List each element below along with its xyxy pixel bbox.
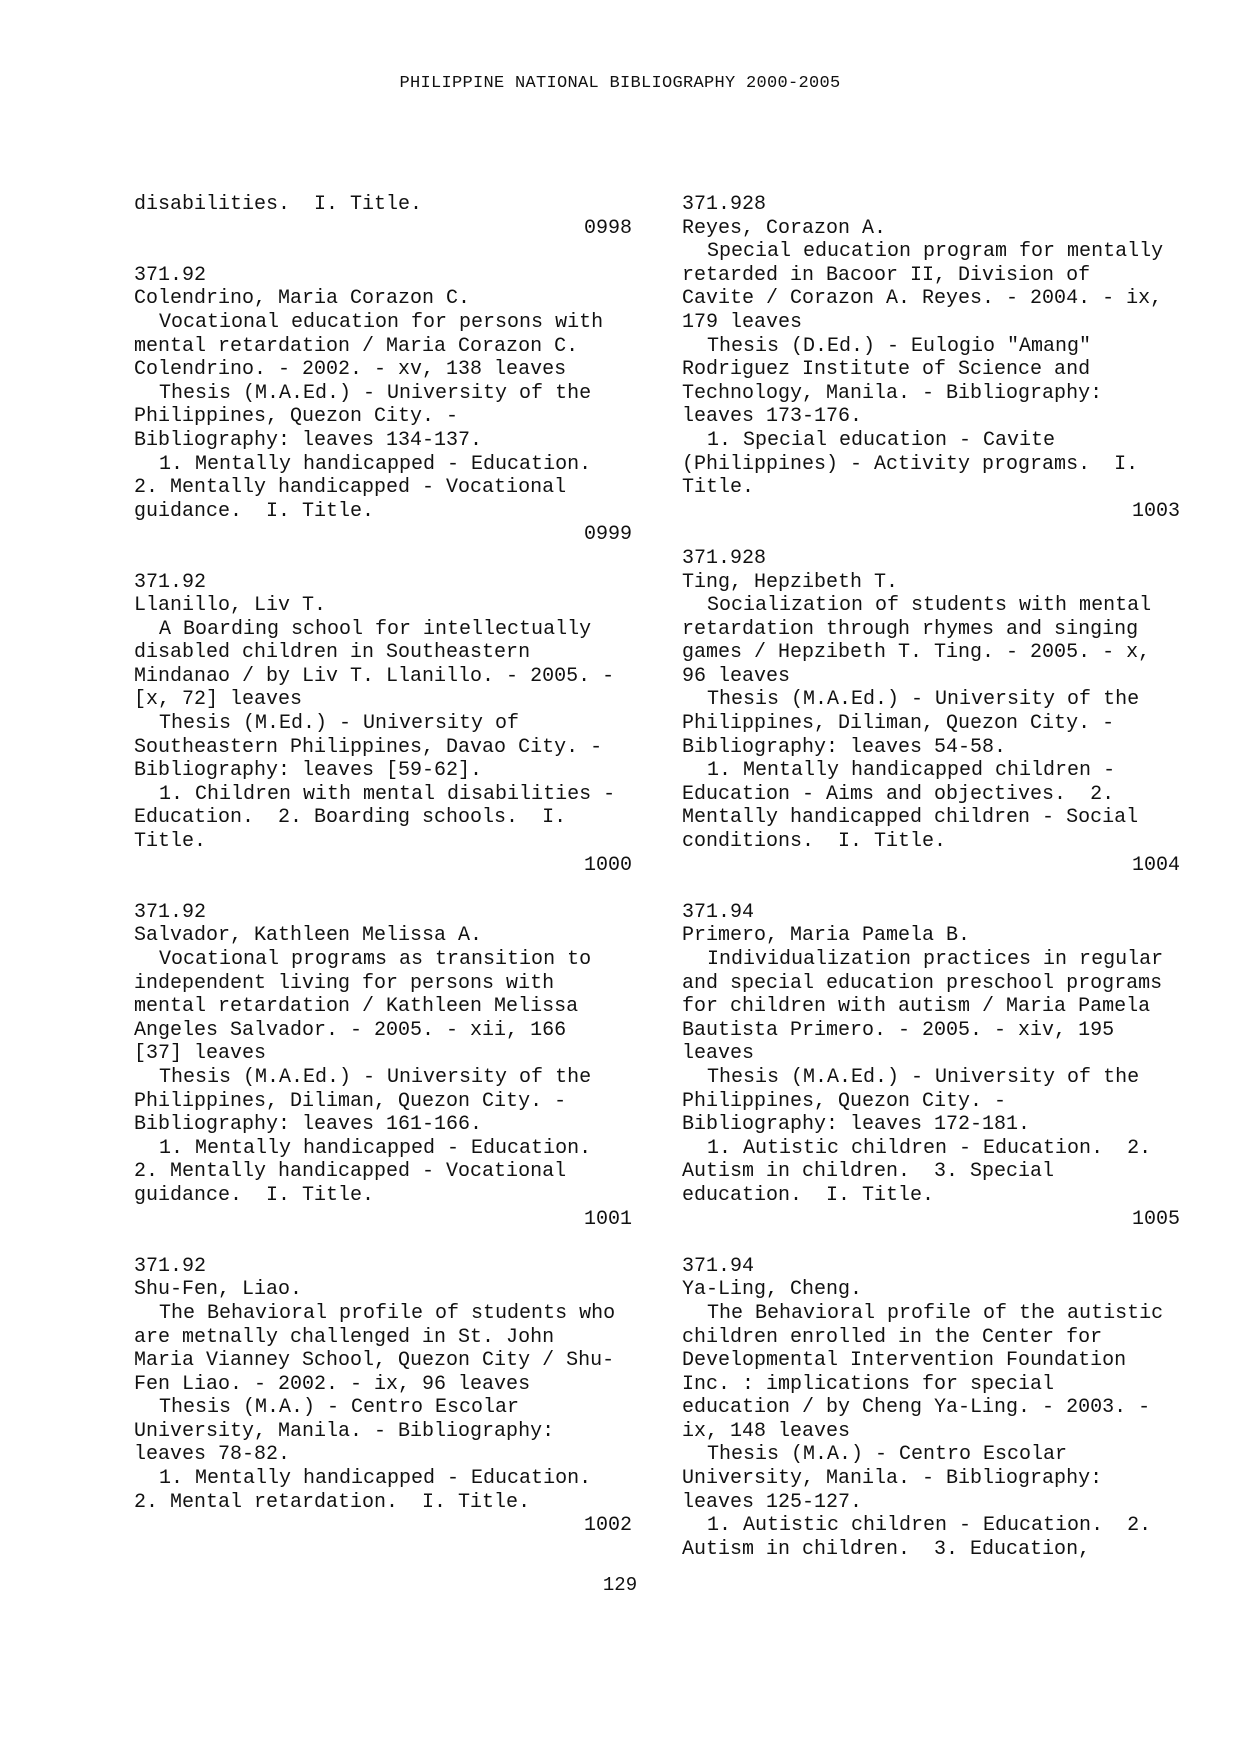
author: Shu-Fen, Liao. xyxy=(134,1278,303,1302)
title-statement-line: leaves xyxy=(682,1042,755,1066)
author: Reyes, Corazon A. xyxy=(682,216,887,240)
title-statement-line: Individualization practices in regular xyxy=(707,948,1164,971)
call-number: 371.92 xyxy=(134,1254,207,1278)
thesis-note-line: Bibliography: leaves 161-166. xyxy=(134,1113,483,1137)
thesis-note-line: University, Manila. - Bibliography: xyxy=(134,1419,555,1443)
title-statement-line: The Behavioral profile of the autistic xyxy=(707,1301,1164,1325)
title-statement-line: Vocational programs as transition to xyxy=(159,948,592,971)
subject-tracing-line: Title. xyxy=(682,476,755,500)
subject-tracing-line: guidance. I. Title. xyxy=(134,499,375,523)
call-number: 371.94 xyxy=(682,900,755,924)
title-statement-line: Bautista Primero. - 2005. - xiv, 195 xyxy=(682,1018,1115,1042)
author: Llanillo, Liv T. xyxy=(134,594,327,618)
thesis-note-line: Thesis (M.A.Ed.) - University of the xyxy=(707,1065,1140,1089)
thesis-note-line: leaves 173-176. xyxy=(682,405,863,429)
entry-number: 1001 xyxy=(583,1207,632,1231)
subject-tracing-line: 2. Mental retardation. I. Title. xyxy=(134,1490,531,1514)
bibliographic-entry xyxy=(134,240,632,547)
subject-tracing-line: 2. Mentally handicapped - Vocational xyxy=(134,1160,567,1184)
title-statement-line: are metnally challenged in St. John xyxy=(134,1325,555,1349)
title-statement-line: [x, 72] leaves xyxy=(134,688,303,712)
title-statement-line: 96 leaves xyxy=(682,664,791,688)
call-number: 371.928 xyxy=(682,546,767,570)
call-number: 371.94 xyxy=(682,1254,755,1278)
title-statement-line: children enrolled in the Center for xyxy=(682,1325,1103,1349)
bibliographic-entry xyxy=(682,193,1180,523)
subject-tracing-line: 1. Mentally handicapped children - xyxy=(707,759,1116,783)
subject-tracing-line: 1. Special education - Cavite xyxy=(707,428,1056,452)
thesis-note-line: Technology, Manila. - Bibliography: xyxy=(682,381,1103,405)
entry-line: disabilities. I. Title. xyxy=(134,193,423,216)
thesis-note-line: Bibliography: leaves 134-137. xyxy=(134,428,483,452)
title-statement-line: for children with autism / Maria Pamela xyxy=(682,995,1151,1019)
thesis-note-line: Philippines, Quezon City. - xyxy=(682,1089,1007,1113)
subject-tracing-line: 1. Autistic children - Education. 2. xyxy=(707,1514,1152,1538)
thesis-note-line: Thesis (M.A.) - Centro Escolar xyxy=(707,1443,1068,1467)
left-column xyxy=(134,193,632,1538)
entry-spacer xyxy=(682,1231,1180,1255)
title-statement-line: retarded in Bacoor II, Division of xyxy=(682,263,1091,287)
title-statement-line: [37] leaves xyxy=(134,1042,267,1066)
thesis-note-line: leaves 78-82. xyxy=(134,1443,291,1467)
title-statement-line: retardation through rhymes and singing xyxy=(682,617,1139,641)
thesis-note-line: leaves 125-127. xyxy=(682,1490,863,1514)
title-statement-line: ix, 148 leaves xyxy=(682,1419,851,1443)
running-header: PHILIPPINE NATIONAL BIBLIOGRAPHY 2000-2005 xyxy=(399,74,841,93)
call-number: 371.928 xyxy=(682,193,767,216)
subject-tracing-line: 1. Mentally handicapped - Education. xyxy=(159,452,592,476)
subject-tracing-line: Autism in children. 3. Special xyxy=(682,1160,1055,1184)
title-statement-line: Socialization of students with mental xyxy=(707,594,1152,618)
call-number: 371.92 xyxy=(134,900,207,924)
entry-spacer xyxy=(134,240,632,264)
bibliographic-entry xyxy=(134,1231,632,1538)
author: Salvador, Kathleen Melissa A. xyxy=(134,924,483,948)
title-statement-line: and special education preschool programs xyxy=(682,971,1163,995)
thesis-note-line: Bibliography: leaves 172-181. xyxy=(682,1113,1031,1137)
right-column xyxy=(682,193,1180,1561)
bibliographic-entry xyxy=(682,523,1180,877)
page-number: 129 xyxy=(602,1574,638,1596)
entry-number: 1005 xyxy=(1131,1207,1180,1231)
entry-spacer xyxy=(682,523,1180,547)
author: Primero, Maria Pamela B. xyxy=(682,924,971,948)
title-statement-line: games / Hepzibeth T. Ting. - 2005. - x, xyxy=(682,641,1151,665)
thesis-note-line: Philippines, Diliman, Quezon City. - xyxy=(134,1089,567,1113)
thesis-note-line: Philippines, Quezon City. - xyxy=(134,405,459,429)
entry-spacer xyxy=(134,547,632,571)
thesis-note-line: Southeastern Philippines, Davao City. - xyxy=(134,735,603,759)
bibliographic-entry xyxy=(134,877,632,1231)
thesis-note-line: Bibliography: leaves [59-62]. xyxy=(134,759,483,783)
title-statement-line: A Boarding school for intellectually xyxy=(159,617,592,641)
subject-tracing-line: 1. Mentally handicapped - Education. xyxy=(159,1467,592,1491)
thesis-note-line: Thesis (M.A.Ed.) - University of the xyxy=(159,1065,592,1089)
thesis-note-line: Thesis (M.Ed.) - University of xyxy=(159,712,520,736)
continued-entry xyxy=(134,193,632,240)
entry-number: 1002 xyxy=(583,1514,632,1538)
thesis-note-line: Thesis (M.A.Ed.) - University of the xyxy=(159,381,592,405)
title-statement-line: Fen Liao. - 2002. - ix, 96 leaves xyxy=(134,1372,531,1396)
bibliographic-entry xyxy=(134,547,632,877)
subject-tracing-line: guidance. I. Title. xyxy=(134,1183,375,1207)
title-statement-line: Maria Vianney School, Quezon City / Shu- xyxy=(134,1349,615,1373)
subject-tracing-line: education. I. Title. xyxy=(682,1183,935,1207)
entry-number: 0998 xyxy=(583,216,632,240)
entry-number: 1000 xyxy=(583,853,632,877)
title-statement-line: education / by Cheng Ya-Ling. - 2003. - xyxy=(682,1396,1151,1420)
subject-tracing-line: Education - Aims and objectives. 2. xyxy=(682,782,1115,806)
bibliographic-entry xyxy=(682,877,1180,1231)
entry-number: 1004 xyxy=(1131,853,1180,877)
title-statement-line: Colendrino. - 2002. - xv, 138 leaves xyxy=(134,358,567,382)
entry-number: 1003 xyxy=(1131,499,1180,523)
title-statement-line: Cavite / Corazon A. Reyes. - 2004. - ix, xyxy=(682,287,1163,311)
subject-tracing-line: Autism in children. 3. Education, xyxy=(682,1537,1091,1561)
subject-tracing-line: 1. Children with mental disabilities - xyxy=(159,782,616,806)
title-statement-line: independent living for persons with xyxy=(134,971,555,995)
subject-tracing-line: (Philippines) - Activity programs. I. xyxy=(682,452,1139,476)
author: Ya-Ling, Cheng. xyxy=(682,1278,863,1302)
entry-number: 0999 xyxy=(583,523,632,547)
title-statement-line: Inc. : implications for special xyxy=(682,1372,1055,1396)
title-statement-line: Mindanao / by Liv T. Llanillo. - 2005. - xyxy=(134,664,615,688)
subject-tracing-line: 1. Mentally handicapped - Education. xyxy=(159,1136,592,1160)
entry-spacer xyxy=(134,1231,632,1255)
subject-tracing-line: Mentally handicapped children - Social xyxy=(682,806,1139,830)
title-statement-line: Special education program for mentally xyxy=(707,240,1164,264)
subject-tracing-line: Education. 2. Boarding schools. I. xyxy=(134,806,567,830)
title-statement-line: Angeles Salvador. - 2005. - xii, 166 xyxy=(134,1018,567,1042)
title-statement-line: Vocational education for persons with xyxy=(159,310,604,334)
title-statement-line: disabled children in Southeastern xyxy=(134,641,531,665)
entry-spacer xyxy=(682,877,1180,901)
subject-tracing-line: Title. xyxy=(134,830,207,854)
subject-tracing-line: conditions. I. Title. xyxy=(682,830,947,854)
call-number: 371.92 xyxy=(134,263,207,287)
call-number: 371.92 xyxy=(134,570,207,594)
thesis-note-line: Thesis (M.A.Ed.) - University of the xyxy=(707,688,1140,712)
thesis-note-line: Philippines, Diliman, Quezon City. - xyxy=(682,712,1115,736)
author: Ting, Hepzibeth T. xyxy=(682,570,899,594)
thesis-note-line: Bibliography: leaves 54-58. xyxy=(682,735,1007,759)
bibliographic-entry xyxy=(682,1231,1180,1561)
title-statement-line: mental retardation / Kathleen Melissa xyxy=(134,995,579,1019)
thesis-note-line: Thesis (D.Ed.) - Eulogio "Amang" xyxy=(707,334,1092,358)
title-statement-line: mental retardation / Maria Corazon C. xyxy=(134,334,579,358)
thesis-note-line: Rodriguez Institute of Science and xyxy=(682,358,1091,382)
subject-tracing-line: 2. Mentally handicapped - Vocational xyxy=(134,476,567,500)
author: Colendrino, Maria Corazon C. xyxy=(134,287,471,311)
title-statement-line: 179 leaves xyxy=(682,310,803,334)
thesis-note-line: University, Manila. - Bibliography: xyxy=(682,1467,1103,1491)
title-statement-line: Developmental Intervention Foundation xyxy=(682,1349,1127,1373)
thesis-note-line: Thesis (M.A.) - Centro Escolar xyxy=(159,1396,520,1420)
title-statement-line: The Behavioral profile of students who xyxy=(159,1301,616,1325)
entry-spacer xyxy=(134,877,632,901)
subject-tracing-line: 1. Autistic children - Education. 2. xyxy=(707,1136,1152,1160)
